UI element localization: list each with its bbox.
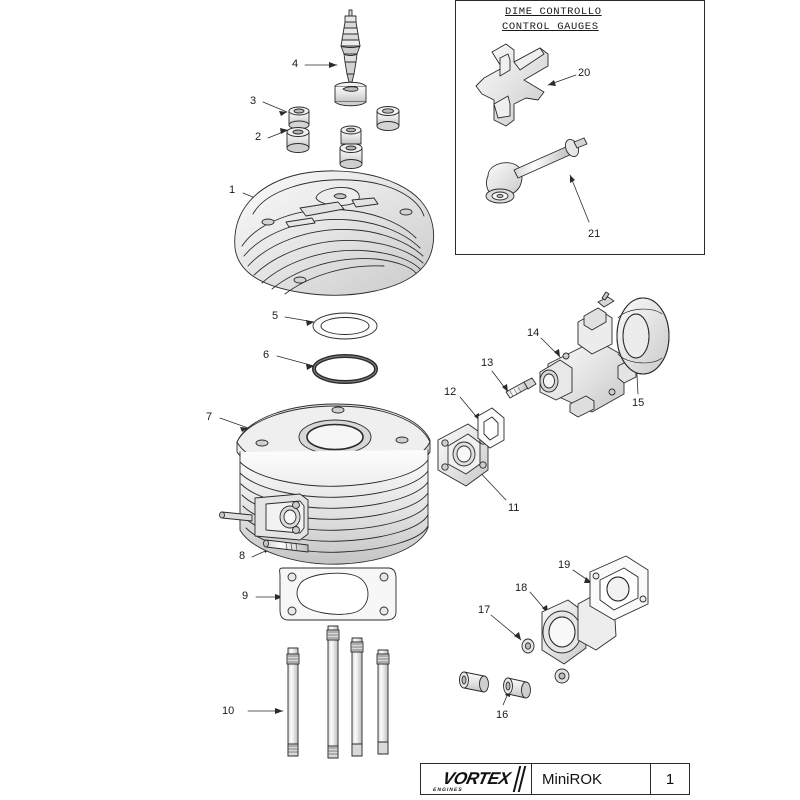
callout-6: 6	[263, 349, 270, 361]
callout-13: 13	[481, 357, 494, 369]
callout-7: 7	[206, 411, 213, 423]
callout-19: 19	[558, 559, 571, 571]
callout-14: 14	[527, 327, 540, 339]
callout-2: 2	[255, 131, 262, 143]
page-number: 1	[665, 770, 675, 788]
callout-12: 12	[444, 386, 457, 398]
brand-logo	[421, 764, 532, 794]
callout-10: 10	[222, 705, 235, 717]
engine-model-label: MiniROK	[532, 764, 651, 794]
inset-title-line2: CONTROL GAUGES	[502, 21, 599, 33]
brand-name: VORTEX	[440, 769, 512, 788]
callout-21: 21	[588, 228, 601, 240]
callout-5: 5	[272, 310, 279, 322]
control-gauges-inset-box	[455, 0, 705, 255]
callout-3: 3	[250, 95, 257, 107]
callout-16: 16	[496, 709, 509, 721]
brand-subtitle: ENGINES	[432, 787, 464, 793]
callout-4: 4	[292, 58, 299, 70]
callout-1: 1	[229, 184, 236, 196]
title-block	[420, 763, 690, 795]
callout-11: 11	[508, 502, 520, 514]
callout-17: 17	[478, 604, 491, 616]
callout-8: 8	[239, 550, 246, 562]
callout-20: 20	[578, 67, 591, 79]
callout-15: 15	[632, 397, 645, 409]
inset-title-line1: DIME CONTROLLO	[505, 6, 602, 18]
callout-9: 9	[242, 590, 249, 602]
callout-18: 18	[515, 582, 528, 594]
